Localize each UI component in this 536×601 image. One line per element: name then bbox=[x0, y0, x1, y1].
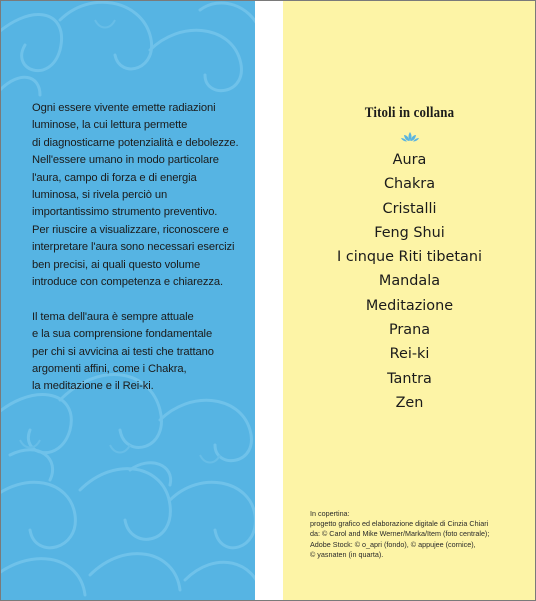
blurb-line: di diagnosticarne potenzialità e debolezze. bbox=[32, 136, 239, 149]
credit-line: progetto grafico ed elaborazione digitale di Cinzia Chiari bbox=[310, 519, 489, 529]
blurb-line: Il tema dell'aura è sempre attuale bbox=[32, 310, 194, 323]
series-book-title: Feng Shui bbox=[374, 224, 445, 241]
series-book-title: Prana bbox=[388, 322, 431, 339]
series-book-title: Cristalli bbox=[382, 200, 437, 217]
cover-credits bbox=[310, 509, 526, 560]
blurb-line: importantissimo strumento preventivo. bbox=[32, 206, 218, 219]
blurb-line: Ogni essere vivente emette radiazioni bbox=[32, 102, 216, 114]
credit-line: © yasnaten (in quarta). bbox=[310, 549, 384, 559]
series-title-list bbox=[283, 148, 536, 415]
blurb-line: luminosa, si rivela perciò un bbox=[32, 189, 168, 202]
series-book-title: I cinque Riti tibetani bbox=[337, 249, 482, 266]
series-book-title: Zen bbox=[395, 394, 424, 411]
blurb-line: la meditazione e il Rei-ki. bbox=[32, 380, 154, 393]
blurb-line: argomenti affini, come i Chakra, bbox=[32, 363, 187, 376]
series-book-title: Chakra bbox=[383, 176, 436, 193]
blurb-line: per chi si avvicina ai testi che trattano bbox=[32, 345, 214, 358]
credit-line: da: © Carol and Mike Werner/Marka/Item (foto centrale); bbox=[310, 529, 490, 539]
series-book-title: Meditazione bbox=[365, 297, 454, 314]
blurb-line: l'aura, campo di forza e di energia bbox=[32, 171, 197, 184]
series-book-title: Tantra bbox=[387, 370, 432, 387]
series-title: Titoli in collana bbox=[364, 105, 455, 121]
blurb-line: Nell'essere umano in modo particolare bbox=[32, 154, 219, 167]
blurb-line: Per riuscire a visualizzare, riconoscere e bbox=[32, 223, 229, 236]
series-book-title: Mandala bbox=[378, 273, 441, 290]
lotus-icon bbox=[401, 132, 419, 142]
credit-line: Adobe Stock: © o_apri (fondo), © appujee (cornice), bbox=[310, 539, 476, 549]
blurb-line: ben precisi, ai quali questo volume bbox=[32, 258, 201, 271]
blurb-line: introduce con competenza e chiarezza. bbox=[32, 276, 223, 289]
credit-line: In copertina: bbox=[310, 509, 350, 518]
blurb-paragraph bbox=[32, 309, 244, 396]
series-book-title: Rei-ki bbox=[389, 346, 430, 363]
blurb-text bbox=[32, 100, 244, 413]
blurb-paragraph bbox=[32, 100, 244, 291]
series-book-title: Aura bbox=[392, 152, 427, 168]
blurb-line: e la sua comprensione fondamentale bbox=[32, 328, 213, 341]
page-gutter bbox=[255, 0, 283, 601]
blurb-line: luminose, la cui lettura permette bbox=[32, 119, 188, 132]
blurb-line: interpretare l'aura sono necessari esercizi bbox=[32, 241, 235, 254]
